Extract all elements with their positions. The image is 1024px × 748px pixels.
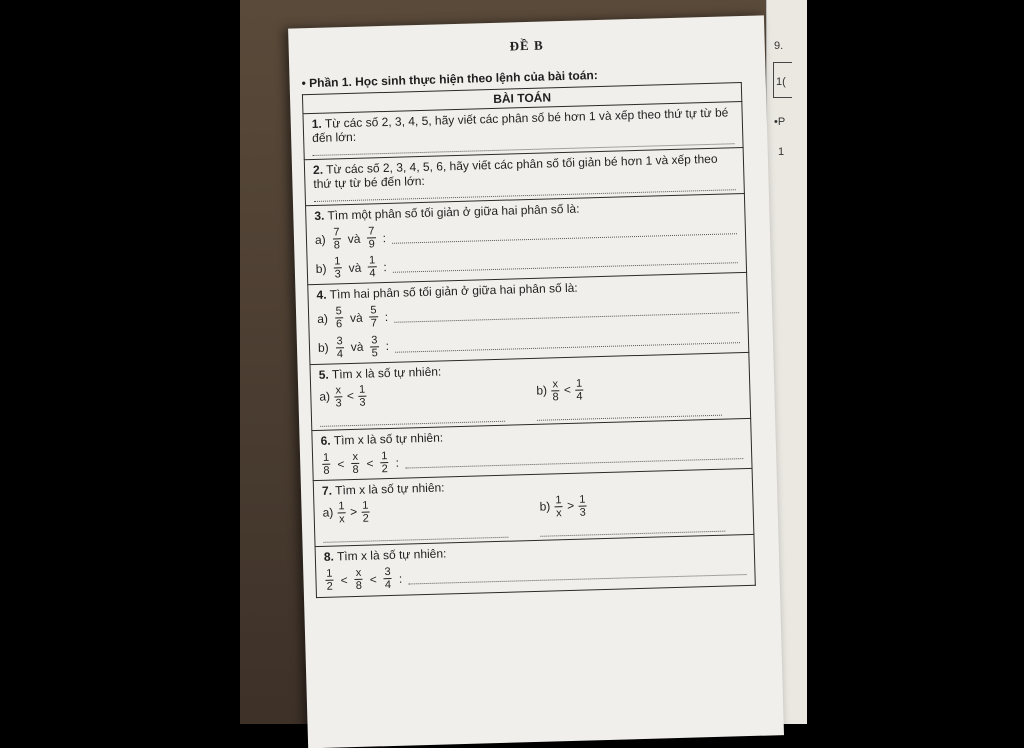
q3b-answer-line[interactable] (393, 250, 738, 273)
q6-text: Tìm x là số tự nhiên: (333, 430, 444, 448)
connector: và (347, 231, 361, 246)
fraction: $\frac{7}{8}$ (333, 226, 341, 252)
fraction: $\frac{1}{4}$ (368, 254, 376, 280)
q7a-answer-line[interactable] (323, 527, 508, 543)
q1-number: 1. (311, 116, 322, 132)
colon: : (384, 309, 389, 325)
worksheet-page (288, 15, 784, 748)
fraction: $\frac{7}{9}$ (368, 225, 375, 251)
question-3 (306, 193, 747, 285)
operator: > (349, 504, 358, 519)
operator: < (366, 455, 374, 471)
connector: và (348, 260, 362, 275)
side-text-1: 9. (774, 40, 784, 52)
q7a-label: a) (322, 505, 334, 520)
q2-number: 2. (312, 162, 324, 178)
operator: < (340, 573, 348, 588)
q4a-label: a) (317, 311, 329, 326)
part-title: • Phần 1. Học sinh thực hiện theo lệnh của bài toán: (301, 68, 598, 91)
fraction: $\frac{1}{3}$ (358, 383, 366, 409)
table-header: BÀI TOÁN (302, 83, 741, 114)
fraction: $\frac{3}{4}$ (336, 334, 344, 361)
fraction: $\frac{x}{3}$ (335, 384, 342, 410)
q1-text: Từ các số 2, 3, 4, 5, hãy viết các phân số bé hơn 1 và xếp theo thứ tự từ bé đến lớn: (311, 105, 729, 146)
q3-number: 3. (314, 208, 325, 223)
q3a-label: a) (314, 232, 326, 247)
fraction: $\frac{1}{2}$ (326, 567, 333, 594)
fraction: $\frac{1}{2}$ (362, 499, 369, 525)
operator: < (337, 456, 345, 471)
q7b (539, 490, 725, 537)
side-text-3: •P (774, 116, 786, 128)
fraction: $\frac{5}{6}$ (335, 305, 343, 331)
operator: < (369, 572, 377, 587)
fraction: $\frac{1}{3}$ (334, 255, 341, 281)
fraction: $\frac{1}{4}$ (575, 377, 583, 403)
colon: : (398, 571, 403, 586)
colon: : (395, 455, 400, 470)
fraction: $\frac{x}{8}$ (552, 377, 559, 404)
question-7 (313, 468, 754, 546)
colon: : (382, 230, 387, 245)
fraction: $\frac{1}{3}$ (579, 493, 586, 519)
question-5 (310, 352, 751, 430)
operator: > (566, 498, 575, 513)
q7b-label: b) (539, 499, 551, 514)
q5a-answer-line[interactable] (320, 411, 505, 427)
fraction: $\frac{3}{4}$ (384, 566, 392, 592)
photo-background (240, 0, 784, 724)
fraction: $\frac{x}{8}$ (352, 450, 359, 477)
q5-number: 5. (318, 367, 329, 382)
q5a-label: a) (319, 389, 331, 404)
fraction: $\frac{3}{5}$ (371, 333, 378, 360)
fraction: $\frac{x}{8}$ (355, 567, 363, 593)
page-title: ĐỀ B (509, 37, 544, 54)
q4-number: 4. (316, 288, 327, 303)
q3a-answer-line[interactable] (392, 221, 737, 244)
q4a-answer-line[interactable] (394, 301, 739, 324)
side-text-2: 1( (776, 76, 786, 88)
colon: : (383, 259, 387, 274)
q6-answer-line[interactable] (405, 446, 743, 468)
q5a (319, 380, 505, 427)
question-4 (308, 273, 749, 365)
q5b (536, 373, 722, 420)
q4b-answer-line[interactable] (395, 330, 740, 353)
connector: và (349, 310, 363, 325)
q5b-answer-line[interactable] (537, 405, 722, 421)
q7-text: Tìm x là số tự nhiên: (334, 480, 445, 498)
fraction: $\frac{1}{x}$ (555, 494, 562, 520)
q7a (322, 496, 508, 543)
fraction: $\frac{1}{8}$ (322, 451, 330, 477)
operator: < (346, 388, 355, 403)
fraction: $\frac{1}{x}$ (338, 500, 345, 526)
q7-number: 7. (321, 483, 333, 499)
q8-number: 8. (323, 549, 335, 565)
q5b-label: b) (536, 383, 548, 398)
q5-text: Tìm x là số tự nhiên: (331, 364, 442, 382)
exercise-table (302, 82, 756, 598)
q8-answer-line[interactable] (408, 562, 746, 584)
q3-text: Tìm một phân số tối giản ở giữa hai phân số là: (327, 201, 580, 223)
q2-text: Từ các số 2, 3, 4, 5, 6, hãy viết các phân số tối giản bé hơn 1 và xếp theo thứ tự từ bé đến lớn: (313, 151, 718, 191)
q7b-answer-line[interactable] (540, 521, 725, 537)
fraction: $\frac{1}{2}$ (381, 449, 389, 476)
colon: : (385, 339, 390, 354)
q8-text: Tìm x là số tự nhiên: (336, 546, 447, 564)
q4-text: Tìm hai phân số tối giản ở giữa hai phân số là: (329, 281, 578, 302)
q4b-label: b) (317, 340, 329, 356)
connector: và (350, 339, 364, 355)
q3b-label: b) (315, 261, 327, 276)
operator: < (563, 382, 572, 397)
side-text-4: 1 (778, 146, 785, 158)
fraction: $\frac{5}{7}$ (370, 304, 378, 330)
q6-number: 6. (320, 433, 331, 448)
